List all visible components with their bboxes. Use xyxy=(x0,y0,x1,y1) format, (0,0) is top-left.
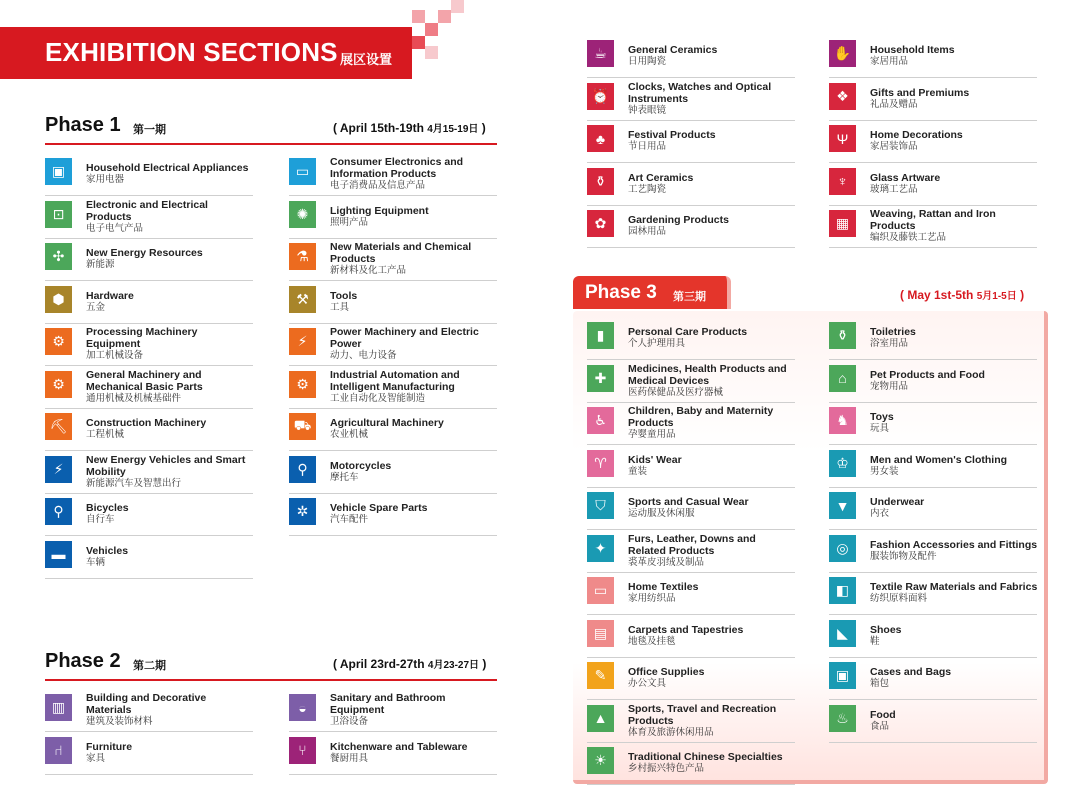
shoe-icon: ◣ xyxy=(829,620,856,647)
section-item xyxy=(587,657,795,700)
pet-house-icon: ⌂ xyxy=(829,365,856,392)
razor-icon: ▮ xyxy=(587,322,614,349)
section-name-cn: 箱包 xyxy=(870,678,890,689)
section-name-cn: 五金 xyxy=(86,301,106,313)
section-item xyxy=(829,402,1037,445)
section-name-cn: 车辆 xyxy=(86,556,106,568)
glove-icon: ✋ xyxy=(829,40,856,67)
section-item xyxy=(289,689,497,732)
section-name-en: Household Items xyxy=(870,44,955,56)
section-name-cn: 内衣 xyxy=(870,508,890,519)
section-name-cn: 运动服及休闲服 xyxy=(628,508,695,519)
phase2-divider xyxy=(45,679,497,681)
section-name-cn: 办公文具 xyxy=(628,678,667,689)
section-name-cn: 节日用品 xyxy=(628,141,667,152)
page-title-cn: 展区设置 xyxy=(340,52,393,67)
soap-dispenser-icon: ⚱ xyxy=(829,322,856,349)
section-item xyxy=(289,451,497,494)
section-item xyxy=(587,445,795,488)
section-item xyxy=(587,742,795,785)
section-name-en: Vehicle Spare Parts xyxy=(330,502,428,514)
flask-icon: ⚗ xyxy=(289,243,316,270)
section-name-cn: 家用电器 xyxy=(86,174,125,185)
section-name-cn: 新能源 xyxy=(86,259,115,270)
section-name-en: Processing Machinery Equipment xyxy=(86,326,198,350)
bed-icon: ▭ xyxy=(587,577,614,604)
section-name-cn: 电子消费品及信息产品 xyxy=(330,180,426,191)
ev-car-icon: ⚡ xyxy=(45,456,72,483)
phase1-title: Phase 1 xyxy=(45,114,121,136)
cutlery-icon: ⑂ xyxy=(289,737,316,764)
teacup-icon: ☕ xyxy=(587,40,614,67)
section-item xyxy=(45,689,253,732)
section-name-en: Home Textiles xyxy=(628,581,699,593)
rocking-horse-icon: ♞ xyxy=(829,407,856,434)
section-item xyxy=(829,615,1037,658)
section-name-en: Textile Raw Materials and Fabrics xyxy=(870,581,1038,593)
section-item xyxy=(587,572,795,615)
section-name-en: Shoes xyxy=(870,623,902,636)
section-name-en: Building and Decorative Materials xyxy=(86,692,207,716)
section-item xyxy=(289,238,497,281)
section-name-en: Glass Artware xyxy=(870,171,941,184)
section-name-en: Furs, Leather, Downs and Related Products xyxy=(628,532,756,557)
section-item xyxy=(829,205,1037,248)
section-name-en: Festival Products xyxy=(628,129,716,141)
section-item xyxy=(587,78,795,121)
robot-arm-icon: ⚙ xyxy=(289,371,316,398)
section-name-cn: 餐厨用具 xyxy=(330,752,369,764)
section-name-cn: 摩托车 xyxy=(330,471,359,483)
section-name-en: Motorcycles xyxy=(330,459,392,472)
section-item xyxy=(829,317,1037,360)
fabric-roll-icon: ◧ xyxy=(829,577,856,604)
section-item xyxy=(45,281,253,324)
wheel-icon: ✲ xyxy=(289,498,316,525)
section-item xyxy=(587,120,795,163)
section-item xyxy=(289,366,497,409)
section-name-en: Medicines, Health Products and Medical Devices xyxy=(628,362,787,387)
section-name-en: Sanitary and Bathroom Equipment xyxy=(330,692,446,716)
section-name-cn: 园林用品 xyxy=(628,226,667,237)
carpet-icon: ▤ xyxy=(587,620,614,647)
phase2-title: Phase 2 xyxy=(45,650,121,672)
section-item xyxy=(829,572,1037,615)
section-name-cn: 纺织原料面料 xyxy=(870,593,928,604)
section-name-cn: 体育及旅游休闲用品 xyxy=(628,726,714,738)
decorative-squares xyxy=(412,0,472,60)
section-item xyxy=(587,700,795,743)
bicycle-icon: ⚲ xyxy=(45,498,72,525)
section-name-en: Bicycles xyxy=(86,502,129,514)
section-name-en: Construction Machinery xyxy=(86,417,207,429)
section-name-en: New Materials and Chemical Products xyxy=(330,241,472,265)
gift-icon: ❖ xyxy=(829,83,856,110)
section-name-en: Gifts and Premiums xyxy=(870,86,970,99)
section-name-cn: 新材料及化工产品 xyxy=(330,265,407,276)
section-name-en: New Energy Vehicles and Smart Mobility xyxy=(86,453,246,478)
section-item xyxy=(289,493,497,536)
section-item xyxy=(587,360,795,403)
section-name-cn: 鞋 xyxy=(870,635,880,647)
section-item xyxy=(829,530,1037,573)
section-item xyxy=(587,487,795,530)
section-name-en: Sports, Travel and Recreation Products xyxy=(628,702,777,727)
leather-hide-icon: ✦ xyxy=(587,535,614,562)
section-name-cn: 男女装 xyxy=(870,465,899,477)
onesie-icon: ♈ xyxy=(587,450,614,477)
appliance-icon: ▣ xyxy=(45,158,72,185)
phase3-date: ( May 1st-5th 5月1-5日 ) xyxy=(900,288,1025,302)
landscape-icon: ☀ xyxy=(587,747,614,774)
section-name-cn: 照明产品 xyxy=(330,216,369,228)
section-name-cn: 钟表眼镜 xyxy=(628,104,667,116)
section-item xyxy=(45,238,253,281)
first-aid-kit-icon: ✚ xyxy=(587,365,614,392)
section-name-cn: 工业自动化及智能制造 xyxy=(330,392,426,404)
section-item xyxy=(45,323,253,366)
wine-glasses-icon: ♆ xyxy=(829,168,856,195)
lightbulb-icon: ✺ xyxy=(289,201,316,228)
section-name-en: Industrial Automation and Intelligent Manufacturing xyxy=(330,368,460,393)
section-name-cn: 玻璃工艺品 xyxy=(870,183,918,195)
section-name-cn: 家居用品 xyxy=(870,56,909,67)
section-name-en: Cases and Bags xyxy=(870,666,952,678)
basket-icon: ▦ xyxy=(829,210,856,237)
phase3-title-cn: 第三期 xyxy=(673,291,706,303)
section-name-cn: 建筑及装饰材料 xyxy=(86,716,153,727)
section-name-en: Kitchenware and Tableware xyxy=(330,740,468,753)
button-icon: ◎ xyxy=(829,535,856,562)
section-name-cn: 食品 xyxy=(870,720,890,732)
section-name-en: Consumer Electronics and Information Products xyxy=(330,156,464,180)
section-item xyxy=(587,615,795,658)
gears-icon: ⚙ xyxy=(45,371,72,398)
section-name-cn: 裘革皮羽绒及制品 xyxy=(628,556,705,568)
section-name-cn: 自行车 xyxy=(86,514,115,525)
section-name-cn: 汽车配件 xyxy=(330,514,369,525)
machine-tool-icon: ⚙ xyxy=(45,328,72,355)
section-name-en: Lighting Equipment xyxy=(330,204,429,217)
suitcase-icon: ▣ xyxy=(829,662,856,689)
section-name-cn: 服装饰物及配件 xyxy=(870,550,937,562)
section-name-en: Home Decorations xyxy=(870,129,963,141)
section-name-en: Carpets and Tapestries xyxy=(628,623,744,636)
section-name-en: Traditional Chinese Specialties xyxy=(628,751,783,763)
section-name-cn: 童装 xyxy=(628,465,648,477)
tractor-icon: ⛟ xyxy=(289,413,316,440)
section-name-cn: 地毯及挂毯 xyxy=(628,635,676,647)
section-name-cn: 孕婴童用品 xyxy=(628,429,676,440)
section-name-cn: 新能源汽车及智慧出行 xyxy=(86,477,182,489)
section-name-en: Men and Women's Clothing xyxy=(870,453,1008,466)
section-name-en: Vehicles xyxy=(86,544,129,557)
section-item xyxy=(587,35,795,78)
section-name-cn: 浴室用品 xyxy=(870,338,909,349)
phase3-title: Phase 3 xyxy=(585,282,657,303)
suit-icon: ♔ xyxy=(829,450,856,477)
section-name-cn: 乡村振兴特色产品 xyxy=(628,763,705,774)
phase2-date: ( April 23rd-27th 4月23-27日 ) xyxy=(333,657,487,671)
section-name-cn: 工艺陶瓷 xyxy=(628,183,667,195)
section-name-cn: 宠物用品 xyxy=(870,380,909,392)
section-name-en: Clocks, Watches and Optical Instruments xyxy=(628,80,772,105)
section-name-en: Furniture xyxy=(86,740,133,753)
section-item xyxy=(829,487,1037,530)
alarm-clock-icon: ⏰ xyxy=(587,83,614,110)
monitor-icon: ▭ xyxy=(289,158,316,185)
title-banner xyxy=(0,27,412,79)
excavator-icon: ⛏ xyxy=(45,413,72,440)
section-name-cn: 家用纺织品 xyxy=(628,593,676,604)
section-item xyxy=(289,732,497,775)
section-name-cn: 加工机械设备 xyxy=(86,350,144,361)
section-name-cn: 农业机械 xyxy=(330,429,369,440)
section-name-cn: 个人护理用具 xyxy=(628,338,686,349)
nut-icon: ⬢ xyxy=(45,286,72,313)
section-name-en: Power Machinery and Electric Power xyxy=(330,326,479,350)
section-item xyxy=(587,163,795,206)
page-title: EXHIBITION SECTIONS xyxy=(45,37,338,67)
section-name-en: New Energy Resources xyxy=(86,247,203,259)
section-name-en: Food xyxy=(870,708,896,721)
section-name-cn: 日用陶瓷 xyxy=(628,56,667,67)
section-name-cn: 医药保健品及医疗器械 xyxy=(628,386,724,398)
column-icon: ▥ xyxy=(45,694,72,721)
section-item xyxy=(45,493,253,536)
section-name-en: Toys xyxy=(870,411,894,423)
section-name-en: Office Supplies xyxy=(628,666,705,678)
section-item xyxy=(45,408,253,451)
tent-icon: ▲ xyxy=(587,705,614,732)
plant-pot-icon: ✿ xyxy=(587,210,614,237)
section-item xyxy=(829,35,1037,78)
section-name-cn: 工程机械 xyxy=(86,429,125,440)
section-item xyxy=(587,317,795,360)
section-name-cn: 家居装饰品 xyxy=(870,141,918,152)
section-item xyxy=(45,366,253,409)
section-item xyxy=(587,530,795,573)
toilet-icon: ◒ xyxy=(289,694,316,721)
section-name-en: Personal Care Products xyxy=(628,326,748,338)
phase1-date: ( April 15th-19th 4月15-19日 ) xyxy=(333,121,486,135)
wind-turbine-icon: ✣ xyxy=(45,243,72,270)
section-item xyxy=(829,445,1037,488)
section-item xyxy=(829,163,1037,206)
phase1-title-cn: 第一期 xyxy=(133,124,166,136)
phase2-title-cn: 第二期 xyxy=(133,660,166,672)
engine-icon: ⚡ xyxy=(289,328,316,355)
section-name-cn: 卫浴设备 xyxy=(330,716,369,727)
section-name-cn: 电子电气产品 xyxy=(86,222,144,234)
section-item xyxy=(829,120,1037,163)
socket-icon: ⊡ xyxy=(45,201,72,228)
section-name-cn: 玩具 xyxy=(870,423,890,434)
section-item xyxy=(45,732,253,775)
section-item xyxy=(829,78,1037,121)
section-name-en: General Machinery and Mechanical Basic Parts xyxy=(86,368,203,393)
section-name-en: Weaving, Rattan and Iron Products xyxy=(870,208,996,232)
section-item xyxy=(289,153,497,196)
section-item xyxy=(289,323,497,366)
section-name-cn: 通用机械及机械基础件 xyxy=(86,392,182,404)
section-item xyxy=(45,451,253,494)
section-name-en: Fashion Accessories and Fittings xyxy=(870,538,1038,551)
section-item xyxy=(289,196,497,239)
section-name-cn: 动力、电力设备 xyxy=(330,350,397,361)
section-name-en: Pet Products and Food xyxy=(870,368,985,381)
section-name-en: Household Electrical Appliances xyxy=(86,162,249,174)
section-item xyxy=(587,402,795,445)
section-item xyxy=(829,360,1037,403)
section-name-cn: 家具 xyxy=(86,752,106,764)
section-name-en: Children, Baby and Maternity Products xyxy=(628,405,774,429)
phase3-tab xyxy=(573,276,731,309)
section-name-en: Gardening Products xyxy=(628,214,729,226)
drill-icon: ⚒ xyxy=(289,286,316,313)
section-name-en: Art Ceramics xyxy=(628,171,694,184)
section-name-cn: 编织及藤铁工艺品 xyxy=(870,232,947,243)
section-name-en: Underwear xyxy=(870,496,925,508)
section-item xyxy=(289,408,497,451)
pencil-ruler-icon: ✎ xyxy=(587,662,614,689)
section-name-en: Tools xyxy=(330,289,358,302)
section-item xyxy=(829,700,1037,743)
section-name-en: Toiletries xyxy=(870,326,916,338)
section-name-cn: 礼品及赠品 xyxy=(870,98,918,110)
vase-icon: ⚱ xyxy=(587,168,614,195)
section-name-en: Electronic and Electrical Products xyxy=(86,198,208,223)
section-name-cn: 工具 xyxy=(330,301,350,313)
section-name-en: Hardware xyxy=(86,289,134,302)
section-name-en: General Ceramics xyxy=(628,44,718,56)
christmas-tree-icon: ♣ xyxy=(587,125,614,152)
underwear-icon: ▼ xyxy=(829,492,856,519)
stroller-icon: ♿ xyxy=(587,407,614,434)
phase1-divider xyxy=(45,143,497,145)
chair-icon: ⑁ xyxy=(45,737,72,764)
section-name-en: Sports and Casual Wear xyxy=(628,496,749,508)
truck-icon: ▬ xyxy=(45,541,72,568)
section-item xyxy=(45,536,253,579)
motorcycle-icon: ⚲ xyxy=(289,456,316,483)
food-bottle-icon: ♨ xyxy=(829,705,856,732)
section-item xyxy=(45,196,253,239)
section-item xyxy=(587,205,795,248)
section-item xyxy=(829,657,1037,700)
section-item xyxy=(45,153,253,196)
section-item xyxy=(289,281,497,324)
tshirt-icon: ⛉ xyxy=(587,492,614,519)
section-name-en: Kids' Wear xyxy=(628,453,682,466)
section-name-en: Agricultural Machinery xyxy=(330,417,444,429)
candelabra-icon: Ψ xyxy=(829,125,856,152)
